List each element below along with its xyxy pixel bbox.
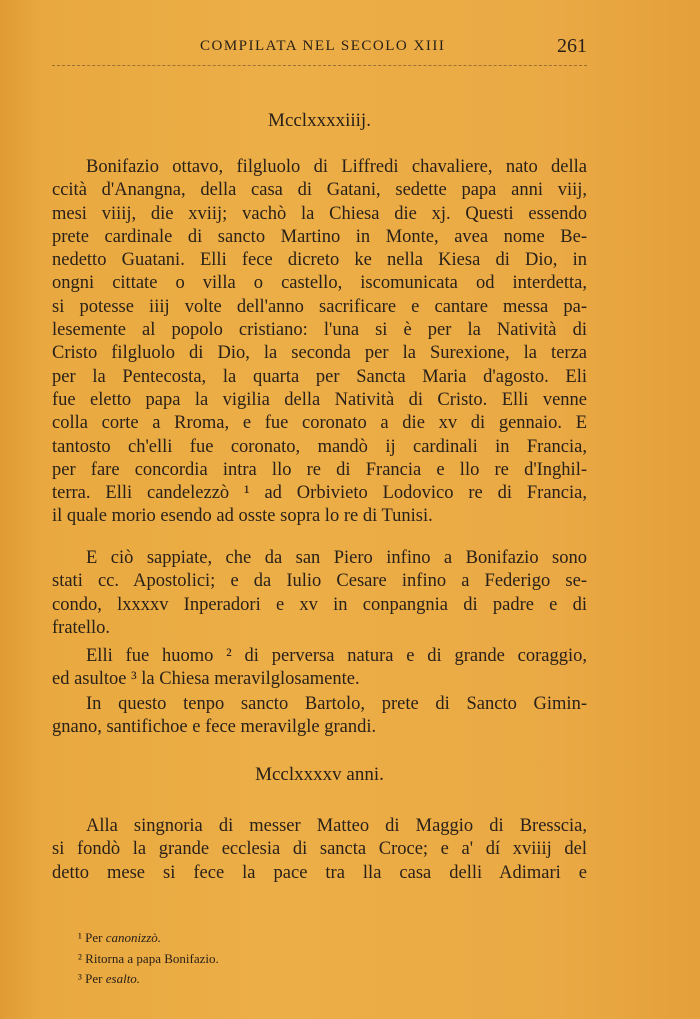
text-line: ccità d'Anangna, della casa di Gatani, sedette papa anni viij, — [52, 180, 587, 201]
footnote-mark: ³ — [78, 971, 82, 986]
text-line: Cristo filgluolo di Dio, la seconda per la Surexione, la terza — [52, 343, 587, 364]
text-line: gnano, santifichoe e fece meravilgle grandi. — [52, 717, 377, 738]
footnote-text: Ritorna a papa Bonifazio. — [85, 950, 219, 966]
running-header — [52, 35, 587, 62]
text-line: stati cc. Apostolici; e da Iulio Cesare infino a Federigo se- — [52, 571, 587, 592]
paragraph — [52, 693, 587, 740]
text-line: detto mese si fece la pace tra lla casa delli Adimari e — [52, 862, 587, 883]
footnote — [78, 928, 219, 949]
paragraph — [52, 645, 587, 692]
text-line: colla corte a Rroma, e fue coronato a die xv di gennaio. E — [52, 413, 587, 434]
text-line: tantosto ch'elli fue coronato, mandò ij cardinali in Francia, — [52, 436, 587, 457]
year-heading: Mcclxxxxv anni. — [255, 764, 384, 785]
footnote-text: canonizzò. — [105, 930, 161, 945]
footnote — [78, 969, 219, 990]
footnote-prefix: Per — [85, 971, 103, 986]
footnote — [78, 949, 219, 970]
text-line: per fare concordia intra llo re di Francia e llo re d'Inghil- — [52, 459, 587, 480]
text-line: il quale morio esendo ad osste sopra lo re di Tunisi. — [52, 506, 433, 527]
footnotes — [78, 928, 219, 990]
text-line: fratello. — [52, 617, 111, 638]
footnote-text: esalto. — [105, 971, 141, 986]
text-line: nedetto Guatani. Elli fece dicreto ke nella Kiesa di Dio, in — [52, 250, 587, 271]
text-line: si fondò la grande ecclesia di sancta Croce; e a' dí xviiij del — [52, 839, 587, 860]
text-line: mesi viiij, die xviij; vachò la Chiesa die xj. Questi essendo — [52, 203, 587, 224]
text-line: si potesse iiij volte dell'anno sacrificare e cantare messa pa- — [52, 296, 587, 317]
text-line: ongni cittate o villa o castello, iscomunicata od interdetta, — [52, 273, 587, 294]
paragraph — [52, 156, 587, 529]
year-heading: Mcclxxxxiiij. — [268, 110, 371, 131]
page-number: 261 — [557, 35, 587, 57]
footnote-mark: ¹ — [78, 930, 82, 945]
footnote-prefix: Per — [85, 930, 103, 945]
text-line: E ciò sappiate, che da san Piero infino a Bonifazio sono — [86, 548, 587, 568]
text-line: Alla singnoria di messer Matteo di Maggio di Bresscia, — [86, 816, 587, 836]
text-line: Bonifazio ottavo, filgluolo di Liffredi chavaliere, nato della — [86, 157, 587, 177]
paragraph — [52, 815, 587, 885]
text-line: prete cardinale di sancto Martino in Monte, avea nome Be- — [52, 226, 587, 247]
text-line: Elli fue huomo ² di perversa natura e di grande coraggio, — [86, 646, 587, 666]
footnote-mark: ² — [78, 950, 82, 966]
text-line: per la Pentecosta, la quarta per Sancta Maria d'agosto. Eli — [52, 366, 587, 387]
paragraph — [52, 547, 587, 640]
text-line: terra. Elli candelezzò ¹ ad Orbivieto Lodovico re di Francia, — [52, 483, 587, 504]
text-line: fue eletto papa la vigilia della Natività di Cristo. Elli venne — [52, 389, 587, 410]
running-title: COMPILATA NEL SECOLO XIII — [200, 38, 446, 54]
text-line: ed asultoe ³ la Chiesa meravilglosamente. — [52, 669, 360, 690]
text-line: condo, lxxxxv Inperadori e xv in conpangnia di padre e di — [52, 594, 587, 615]
header-rule — [52, 65, 587, 66]
text-line: lesemente al popolo cristiano: l'una si è per la Natività di — [52, 320, 587, 341]
text-line: In questo tenpo sancto Bartolo, prete di Sancto Gimin- — [86, 694, 587, 714]
